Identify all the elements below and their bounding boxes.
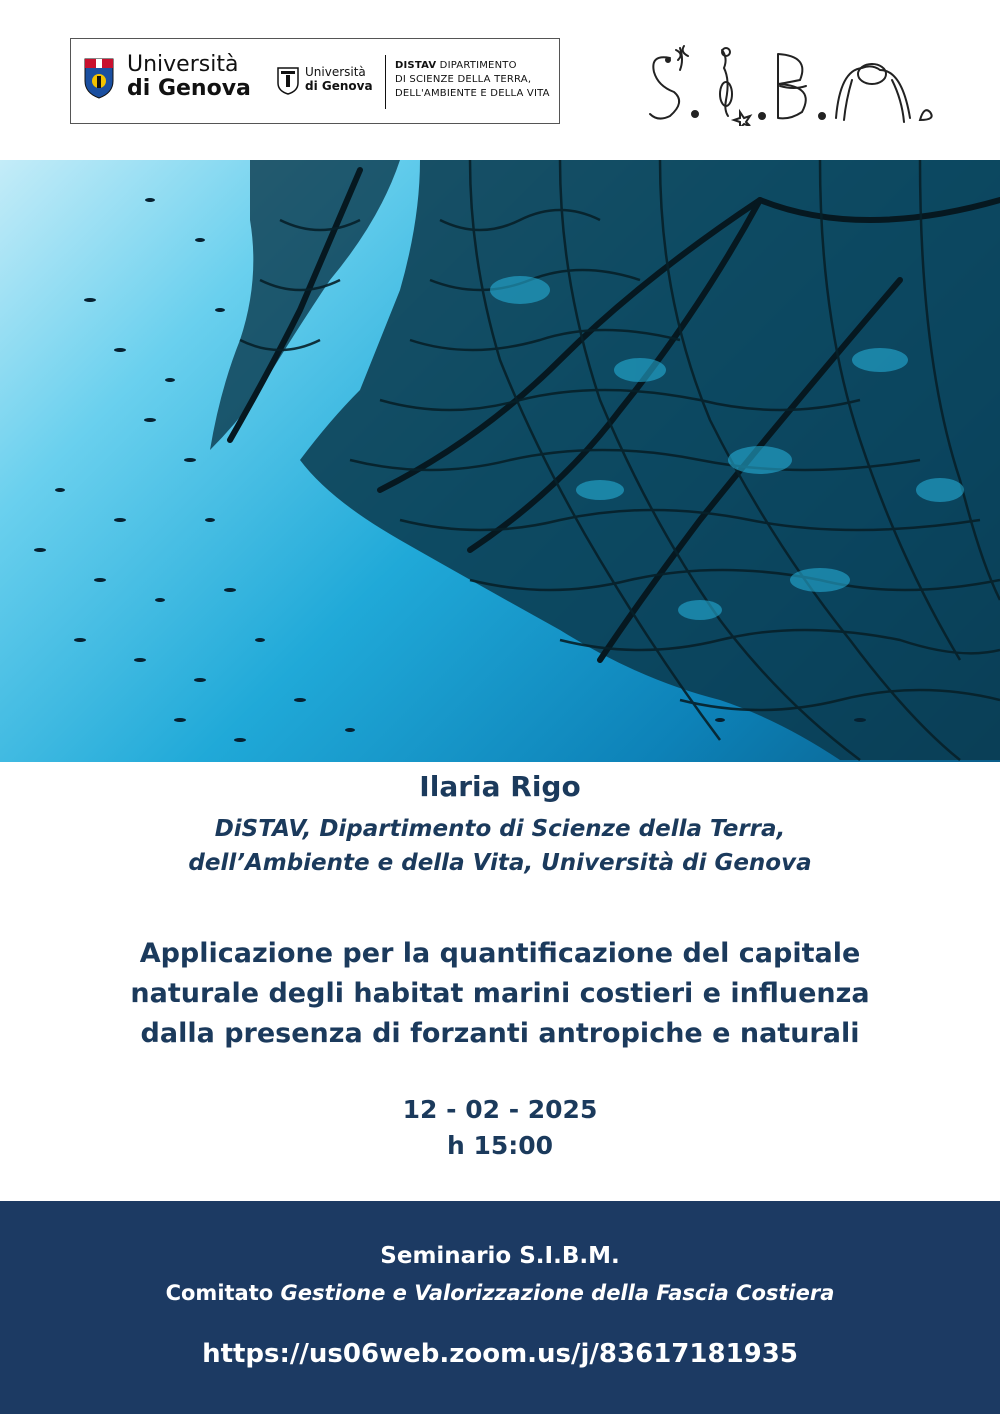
sibm-logo bbox=[640, 40, 940, 126]
sibm-logo-text: S.I.B.M. bbox=[640, 40, 644, 41]
hero-photo-sea-fan bbox=[0, 160, 1000, 762]
event-time: h 15:00 bbox=[446, 1131, 554, 1160]
distav-text bbox=[395, 59, 550, 101]
unige-line1: Università bbox=[127, 52, 239, 77]
sea-fan-illustration bbox=[0, 160, 1000, 762]
unige-small-text bbox=[305, 65, 373, 93]
zoom-link[interactable]: https://us06web.zoom.us/j/83617181935 bbox=[202, 1339, 798, 1369]
distav-line2: DI SCIENZE DELLA TERRA, bbox=[395, 74, 532, 85]
speaker-affiliation bbox=[0, 812, 1000, 880]
talk-title bbox=[60, 934, 940, 1054]
distav-divider bbox=[385, 55, 386, 109]
title-line2: naturale degli habitat marini costieri e influenza bbox=[130, 978, 870, 1009]
affiliation-line2: dell’Ambiente e della Vita, Università di Genova bbox=[188, 850, 812, 876]
unige-small-crest-icon bbox=[277, 67, 299, 95]
schedule bbox=[0, 1092, 1000, 1164]
speaker-name: Ilaria Rigo bbox=[419, 770, 581, 803]
unige-small-line2: di Genova bbox=[305, 79, 373, 93]
seminar-label: Seminario S.I.B.M. bbox=[380, 1243, 620, 1269]
comitato-prefix: Comitato bbox=[165, 1281, 274, 1305]
distav-line1: DIPARTIMENTO bbox=[439, 60, 517, 71]
affiliation-line1: DiSTAV, Dipartimento di Scienze della Terra, bbox=[214, 816, 786, 842]
comitato-name: Gestione e Valorizzazione della Fascia Costiera bbox=[280, 1281, 835, 1305]
distav-line3: DELL'AMBIENTE E DELLA VITA bbox=[395, 88, 550, 99]
title-line3: dalla presenza di forzanti antropiche e naturali bbox=[140, 1018, 860, 1049]
unige-logo-text bbox=[127, 53, 267, 101]
unige-small-line1: Università bbox=[305, 65, 366, 79]
comitato-label bbox=[0, 1281, 1000, 1305]
title-line1: Applicazione per la quantificazione del capitale bbox=[139, 938, 861, 969]
footer-band bbox=[0, 1201, 1000, 1414]
unige-crest-icon bbox=[83, 57, 115, 99]
unige-line2: di Genova bbox=[127, 76, 251, 101]
distav-acronym: DISTAV bbox=[395, 60, 437, 71]
university-logo-box bbox=[70, 38, 560, 124]
event-date: 12 - 02 - 2025 bbox=[402, 1095, 598, 1124]
